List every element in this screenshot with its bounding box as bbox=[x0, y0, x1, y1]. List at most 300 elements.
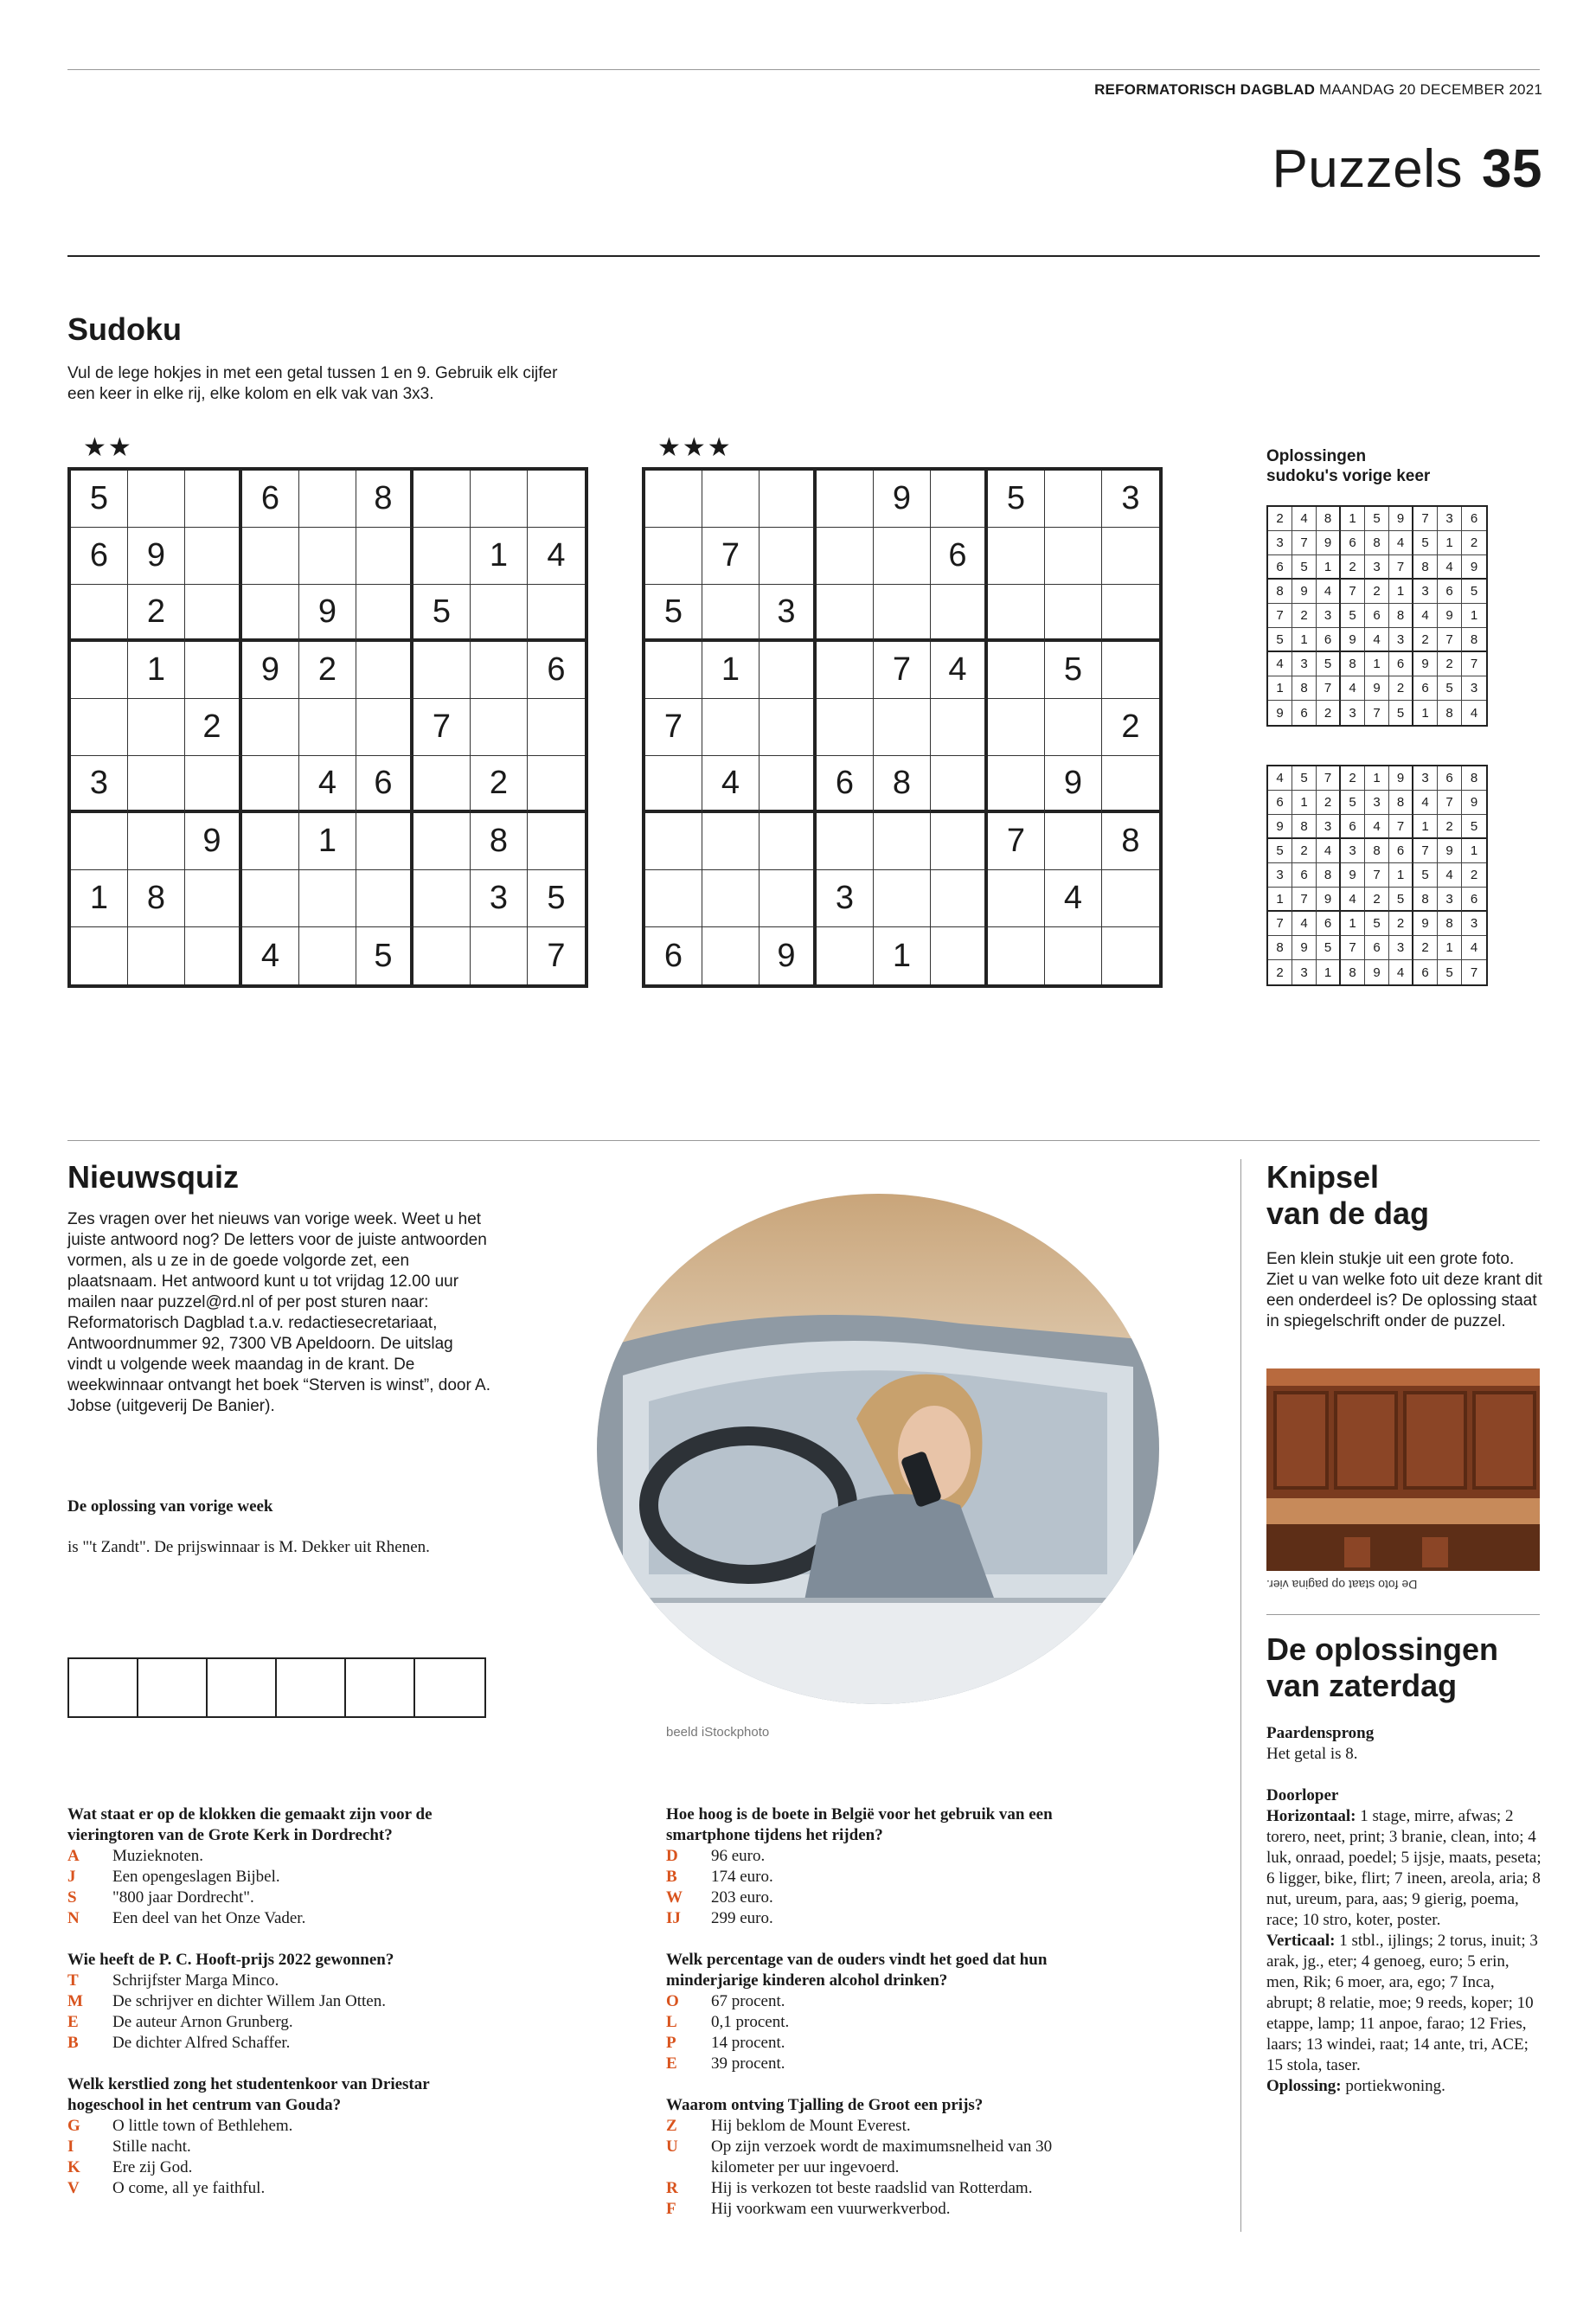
answer-option[interactable] bbox=[67, 2033, 500, 2054]
sudoku-cell[interactable] bbox=[356, 813, 413, 870]
solution-cell: 9 bbox=[1462, 791, 1486, 815]
sudoku-cell[interactable] bbox=[817, 528, 874, 585]
answer-option[interactable] bbox=[666, 2199, 1116, 2220]
oplossing-label: Oplossing: bbox=[1266, 2077, 1342, 2095]
solution-cell: 9 bbox=[1365, 676, 1389, 701]
sudoku-cell: 2 bbox=[1102, 699, 1159, 756]
sudoku-cell[interactable] bbox=[931, 471, 988, 528]
answer-box[interactable] bbox=[346, 1659, 415, 1716]
sudoku-cell[interactable] bbox=[471, 585, 528, 642]
sudoku-cell[interactable] bbox=[931, 813, 988, 870]
option-text: 203 euro. bbox=[711, 1888, 773, 1907]
sudoku-cell[interactable] bbox=[528, 585, 585, 642]
solution-cell: 8 bbox=[1292, 676, 1317, 701]
solution-cell: 4 bbox=[1292, 912, 1317, 936]
oplossing-block bbox=[1266, 2076, 1543, 2097]
sudoku-cell[interactable] bbox=[988, 756, 1045, 813]
option-letter: B bbox=[67, 2034, 79, 2052]
sudoku-cell[interactable] bbox=[1045, 699, 1102, 756]
sudoku-cell[interactable] bbox=[471, 927, 528, 984]
sudoku-cell[interactable] bbox=[760, 528, 817, 585]
solution-cell: 5 bbox=[1462, 815, 1486, 839]
solution-cell: 5 bbox=[1268, 628, 1292, 652]
sudoku-cell: 1 bbox=[71, 870, 128, 927]
photo-credit: beeld iStockphoto bbox=[666, 1725, 770, 1740]
option-text: O come, all ye faithful. bbox=[112, 2179, 266, 2197]
sudoku-cell[interactable] bbox=[645, 642, 702, 699]
answer-option[interactable] bbox=[666, 1991, 1116, 2012]
horizontaal-label: Horizontaal: bbox=[1266, 1807, 1356, 1825]
verticaal-text: 1 stbl., ijlings; 2 torus, inuit; 3 arak, jg., eter; 4 genoeg, euro; 5 erin, men, Rik; 6 moer, ara, ego; 7 Inca, abrupt; 8 relatie, moe; 9 reeds, koper; 10 etappe, lamp; 11 anpoe, farao; 12 Fries, laars; 13 windei, raat; 14 ante, tri, ACE; 15 stola, taser. bbox=[1266, 1932, 1538, 2074]
sudoku-cell[interactable] bbox=[1102, 642, 1159, 699]
sudoku-cell[interactable] bbox=[874, 870, 931, 927]
sudoku-cell[interactable] bbox=[988, 870, 1045, 927]
quiz-question bbox=[67, 2074, 500, 2199]
option-text: 174 euro. bbox=[711, 1868, 773, 1886]
solution-cell: 4 bbox=[1413, 604, 1438, 628]
sudoku-cell[interactable] bbox=[1102, 528, 1159, 585]
answer-option[interactable] bbox=[67, 1991, 500, 2012]
right-rule bbox=[1266, 1614, 1540, 1615]
solution-cell: 5 bbox=[1365, 912, 1389, 936]
answer-option[interactable] bbox=[67, 1867, 500, 1888]
solution-cell: 2 bbox=[1341, 555, 1365, 580]
answer-boxes[interactable] bbox=[67, 1657, 486, 1718]
issue-date: MAANDAG 20 DECEMBER 2021 bbox=[1319, 81, 1542, 98]
sudoku-cell[interactable] bbox=[185, 528, 242, 585]
question-text: Welk kerstlied zong het studentenkoor van Driestar hogeschool in het centrum van Gouda? bbox=[67, 2075, 430, 2114]
sudoku-cell[interactable] bbox=[1045, 585, 1102, 642]
column-divider bbox=[1240, 1159, 1241, 2232]
sudoku-cell[interactable] bbox=[1102, 870, 1159, 927]
answer-option[interactable] bbox=[666, 2012, 1116, 2033]
sudoku-cell[interactable] bbox=[356, 699, 413, 756]
sudoku-cell[interactable] bbox=[645, 756, 702, 813]
sudoku-cell[interactable] bbox=[471, 699, 528, 756]
sudoku-cell[interactable] bbox=[356, 528, 413, 585]
solution-cell: 9 bbox=[1292, 936, 1317, 960]
quiz-title: Nieuwsquiz bbox=[67, 1159, 240, 1195]
solution-cell: 7 bbox=[1341, 936, 1365, 960]
answer-option[interactable] bbox=[67, 2116, 500, 2137]
solution-cell: 5 bbox=[1317, 652, 1341, 676]
sudoku-cell[interactable] bbox=[299, 528, 356, 585]
sudoku-cell[interactable] bbox=[1102, 585, 1159, 642]
header-rule bbox=[67, 255, 1540, 257]
sudoku-cell[interactable] bbox=[356, 642, 413, 699]
solution-cell: 4 bbox=[1470, 705, 1478, 721]
answer-option[interactable] bbox=[666, 2033, 1116, 2054]
sudoku-cell[interactable] bbox=[645, 528, 702, 585]
answer-option[interactable] bbox=[666, 2178, 1116, 2199]
sudoku-cell[interactable] bbox=[988, 585, 1045, 642]
solutions-saturday-title bbox=[1266, 1631, 1498, 1704]
sudoku-cell[interactable] bbox=[988, 927, 1045, 984]
sudoku-cell[interactable] bbox=[299, 870, 356, 927]
sudoku-cell[interactable] bbox=[128, 927, 185, 984]
sudoku-cell[interactable] bbox=[185, 585, 242, 642]
sudoku-cell[interactable] bbox=[817, 927, 874, 984]
question-text: Hoe hoog is de boete in België voor het gebruik van een smartphone tijdens het rijden? bbox=[666, 1805, 1053, 1844]
sudoku-cell[interactable] bbox=[242, 813, 299, 870]
option-letter: P bbox=[666, 2034, 676, 2052]
sudoku-cell[interactable] bbox=[874, 585, 931, 642]
sudoku-cell[interactable] bbox=[71, 585, 128, 642]
page-number: 35 bbox=[1482, 139, 1542, 199]
answer-option[interactable] bbox=[67, 1971, 500, 1991]
sudoku-cell[interactable] bbox=[413, 927, 471, 984]
sudoku-cell[interactable] bbox=[645, 813, 702, 870]
solution-cell: 3 bbox=[1462, 912, 1486, 936]
quiz-intro: Zes vragen over het nieuws van vorige week. Weet u het juiste antwoord nog? De letters voor de juiste antwoorden vormen, als u ze in de goede volgorde zet, een plaatsnaam. Het antwoord kunt u tot vrijdag 12.00 uur mailen naar puzzel@rd.nl of per post sturen naar: Reformatorisch Dagblad t.a.v. redactiesecretariaat, Antwoordnummer 92, 7300 VB Apeldoorn. De uitslag vindt u volgende week maandag in de krant. De weekwinnaar ontvangt het boek “Sterven is winst”, door A. Jobse (uitgeverij De Banier). bbox=[67, 1210, 490, 1415]
answer-option[interactable] bbox=[67, 1846, 500, 1867]
sudoku-cell[interactable] bbox=[1045, 528, 1102, 585]
sudoku-cell[interactable] bbox=[185, 927, 242, 984]
knipsel-title-line2: van de dag bbox=[1266, 1195, 1430, 1231]
sudoku-cell[interactable] bbox=[185, 471, 242, 528]
sudoku-cell[interactable] bbox=[413, 471, 471, 528]
sudoku-cell: 6 bbox=[645, 927, 702, 984]
sudoku-cell[interactable] bbox=[299, 927, 356, 984]
sudoku-cell: 7 bbox=[874, 642, 931, 699]
sudoku-cell[interactable] bbox=[817, 585, 874, 642]
solution-cell: 5 bbox=[1413, 531, 1438, 555]
solution-cell: 6 bbox=[1365, 936, 1389, 960]
sudoku-cell[interactable] bbox=[702, 471, 760, 528]
option-letter: J bbox=[67, 1868, 76, 1886]
solution-cell: 8 bbox=[1341, 652, 1365, 676]
sudoku-cell[interactable] bbox=[874, 813, 931, 870]
solution-cell: 9 bbox=[1268, 701, 1292, 725]
solution-cell: 6 bbox=[1462, 507, 1486, 531]
solution-cell: 5 bbox=[1438, 960, 1462, 984]
sudoku-cell[interactable] bbox=[242, 756, 299, 813]
solution-cell: 7 bbox=[1365, 863, 1389, 888]
sudoku-cell[interactable] bbox=[471, 642, 528, 699]
sudoku-cell[interactable] bbox=[71, 927, 128, 984]
solution-cell: 7 bbox=[1389, 555, 1413, 580]
solution-cell: 8 bbox=[1462, 766, 1486, 791]
option-text: "800 jaar Dordrecht". bbox=[112, 1888, 254, 1907]
sudoku-cell[interactable] bbox=[1045, 813, 1102, 870]
sudoku-cell[interactable] bbox=[128, 756, 185, 813]
sudoku-cell[interactable] bbox=[528, 756, 585, 813]
sudoku-cell[interactable] bbox=[242, 585, 299, 642]
option-letter: L bbox=[666, 2013, 677, 2031]
solution-cell: 4 bbox=[1413, 791, 1438, 815]
solution-cell: 6 bbox=[1413, 676, 1438, 701]
option-letter: G bbox=[67, 2117, 80, 2135]
paardensprong-title: Paardensprong bbox=[1266, 1724, 1375, 1742]
solution-cell: 8 bbox=[1389, 604, 1413, 628]
sudoku-cell[interactable] bbox=[817, 642, 874, 699]
sudoku-cell[interactable] bbox=[413, 756, 471, 813]
answer-option[interactable] bbox=[666, 2116, 1116, 2137]
solution-cell: 4 bbox=[1341, 888, 1365, 912]
solution-cell: 3 bbox=[1438, 507, 1462, 531]
answer-option[interactable] bbox=[666, 1867, 1116, 1888]
solution-cell: 4 bbox=[1438, 863, 1462, 888]
option-letter: V bbox=[67, 2179, 80, 2197]
answer-option[interactable] bbox=[67, 1908, 500, 1929]
option-letter: K bbox=[67, 2158, 80, 2176]
sudoku-cell: 4 bbox=[1045, 870, 1102, 927]
solution-cell: 7 bbox=[1292, 888, 1317, 912]
prev-solution-text: is "'t Zandt". De prijswinnaar is M. Dekker uit Rhenen. bbox=[67, 1538, 430, 1556]
solution-grid-1 bbox=[1266, 505, 1488, 727]
solution-cell: 2 bbox=[1268, 960, 1292, 984]
sudoku-cell[interactable] bbox=[931, 756, 988, 813]
solution-cell: 1 bbox=[1413, 701, 1438, 725]
sudoku-cell[interactable] bbox=[128, 699, 185, 756]
solution-cell: 1 bbox=[1413, 815, 1438, 839]
sudoku-cell: 6 bbox=[931, 528, 988, 585]
solution-grid-2 bbox=[1266, 765, 1488, 986]
sudoku-cell[interactable] bbox=[645, 471, 702, 528]
solution-cell: 1 bbox=[1317, 960, 1341, 984]
solution-cell: 1 bbox=[1292, 791, 1317, 815]
wooden-panel-image bbox=[1266, 1368, 1540, 1571]
answer-option[interactable] bbox=[666, 2054, 1116, 2074]
question-text: Wat staat er op de klokken die gemaakt zijn voor de vieringtoren van de Grote Kerk in Dordrecht? bbox=[67, 1805, 433, 1844]
sudoku-cell[interactable] bbox=[185, 642, 242, 699]
sudoku-cell[interactable] bbox=[931, 927, 988, 984]
section-name: Puzzels bbox=[1272, 139, 1464, 199]
sudoku-cell[interactable] bbox=[988, 699, 1045, 756]
option-text: De schrijver en dichter Willem Jan Otten. bbox=[112, 1992, 386, 2010]
page-title bbox=[1272, 138, 1542, 200]
answer-option[interactable] bbox=[67, 2012, 500, 2033]
sudoku-cell: 5 bbox=[645, 585, 702, 642]
solution-cell: 3 bbox=[1341, 701, 1365, 725]
sudoku-grid-2[interactable] bbox=[642, 467, 1163, 988]
sudoku-cell[interactable] bbox=[528, 813, 585, 870]
answer-box[interactable] bbox=[69, 1659, 138, 1716]
doorloper-title: Doorloper bbox=[1266, 1786, 1339, 1804]
questions-left bbox=[67, 1804, 500, 2220]
solution-cell: 1 bbox=[1292, 628, 1317, 652]
solution-cell: 5 bbox=[1389, 701, 1413, 725]
sudoku-cell[interactable] bbox=[760, 870, 817, 927]
option-letter: O bbox=[666, 1992, 679, 2010]
knipsel-answer-mirrored bbox=[1266, 1578, 1417, 1593]
option-letter: T bbox=[67, 1971, 79, 1990]
solution-cell: 3 bbox=[1268, 531, 1292, 555]
sudoku-cell[interactable] bbox=[413, 870, 471, 927]
answer-box[interactable] bbox=[277, 1659, 346, 1716]
sudoku-cell: 3 bbox=[471, 870, 528, 927]
sudoku-cell[interactable] bbox=[299, 699, 356, 756]
solution-cell: 8 bbox=[1317, 863, 1341, 888]
solution-cell: 3 bbox=[1389, 936, 1413, 960]
sudoku-cell[interactable] bbox=[299, 471, 356, 528]
sudoku-cell[interactable] bbox=[817, 471, 874, 528]
solution-cell: 9 bbox=[1268, 815, 1292, 839]
sudoku-cell[interactable] bbox=[1045, 927, 1102, 984]
sudoku-cell[interactable] bbox=[128, 471, 185, 528]
sudoku-cell[interactable] bbox=[413, 642, 471, 699]
verticaal-label: Verticaal: bbox=[1266, 1932, 1336, 1950]
solution-cell: 9 bbox=[1341, 863, 1365, 888]
sudoku-cell[interactable] bbox=[931, 585, 988, 642]
sudoku-cell[interactable] bbox=[931, 870, 988, 927]
solution-cell: 6 bbox=[1438, 766, 1462, 791]
solution-cell: 5 bbox=[1365, 507, 1389, 531]
sudoku-cell[interactable] bbox=[1102, 927, 1159, 984]
answer-option[interactable] bbox=[67, 2137, 500, 2157]
solution-cell: 6 bbox=[1462, 888, 1486, 912]
solution-cell: 9 bbox=[1292, 580, 1317, 604]
sudoku-cell[interactable] bbox=[702, 699, 760, 756]
solution-cell: 6 bbox=[1341, 815, 1365, 839]
sudoku-cell[interactable] bbox=[185, 870, 242, 927]
solution-cell: 2 bbox=[1317, 791, 1341, 815]
paardensprong-text: Het getal is 8. bbox=[1266, 1745, 1358, 1763]
sudoku-cell[interactable] bbox=[128, 813, 185, 870]
sudoku-cell[interactable] bbox=[702, 585, 760, 642]
solution-cell: 2 bbox=[1413, 628, 1438, 652]
sudoku-cell[interactable] bbox=[817, 813, 874, 870]
knipsel-photo bbox=[1266, 1368, 1540, 1571]
sudoku-cell: 9 bbox=[128, 528, 185, 585]
solution-cell: 7 bbox=[1389, 815, 1413, 839]
answer-option[interactable] bbox=[666, 1908, 1116, 1929]
sudoku-cell[interactable] bbox=[413, 528, 471, 585]
sudoku-cell[interactable] bbox=[702, 813, 760, 870]
sudoku-cell[interactable] bbox=[931, 699, 988, 756]
sudoku-title: Sudoku bbox=[67, 311, 182, 347]
sudoku-cell[interactable] bbox=[242, 870, 299, 927]
sudoku-cell[interactable] bbox=[242, 699, 299, 756]
option-text: Een opengeslagen Bijbel. bbox=[112, 1868, 280, 1886]
answer-box[interactable] bbox=[415, 1659, 484, 1716]
solution-cell: 8 bbox=[1268, 580, 1292, 604]
sudoku-cell[interactable] bbox=[185, 756, 242, 813]
solution-cell: 9 bbox=[1462, 555, 1486, 580]
solution-cell: 2 bbox=[1292, 604, 1317, 628]
answer-option[interactable] bbox=[666, 1846, 1116, 1867]
sudoku-cell[interactable] bbox=[1045, 471, 1102, 528]
sudoku-cell[interactable] bbox=[645, 870, 702, 927]
solution-cell: 3 bbox=[1317, 815, 1341, 839]
masthead bbox=[1094, 81, 1542, 99]
solution-cell: 9 bbox=[1317, 888, 1341, 912]
answer-option[interactable] bbox=[67, 1888, 500, 1908]
answer-option[interactable] bbox=[67, 2178, 500, 2199]
sudoku-cell[interactable] bbox=[760, 813, 817, 870]
sudoku-cell[interactable] bbox=[874, 528, 931, 585]
answer-option[interactable] bbox=[67, 2157, 500, 2178]
sudoku-cell: 4 bbox=[528, 528, 585, 585]
solution-cell: 1 bbox=[1341, 507, 1365, 531]
sudoku-cell[interactable] bbox=[988, 528, 1045, 585]
sudoku-cell[interactable] bbox=[817, 699, 874, 756]
sudoku-grid-1[interactable] bbox=[67, 467, 588, 988]
sudoku-cell: 2 bbox=[128, 585, 185, 642]
answer-box[interactable] bbox=[208, 1659, 277, 1716]
solution-cell: 4 bbox=[1292, 507, 1317, 531]
solution-cell: 2 bbox=[1341, 766, 1365, 791]
answer-option[interactable] bbox=[666, 1888, 1116, 1908]
solution-cell: 1 bbox=[1389, 580, 1413, 604]
sudoku-cell[interactable] bbox=[71, 813, 128, 870]
sudoku-cell[interactable] bbox=[874, 699, 931, 756]
sudoku-cell[interactable] bbox=[760, 642, 817, 699]
sudoku-cell: 4 bbox=[931, 642, 988, 699]
option-text: Ere zij God. bbox=[112, 2158, 193, 2176]
sudoku-cell[interactable] bbox=[471, 471, 528, 528]
sudoku-cell[interactable] bbox=[413, 813, 471, 870]
option-letter: E bbox=[666, 2054, 677, 2073]
solution-cell: 2 bbox=[1292, 839, 1317, 863]
solution-cell: 4 bbox=[1317, 580, 1341, 604]
sudoku-cell[interactable] bbox=[702, 870, 760, 927]
sudoku-cell[interactable] bbox=[242, 528, 299, 585]
sudoku-cell[interactable] bbox=[356, 585, 413, 642]
solution-cell: 6 bbox=[1292, 863, 1317, 888]
option-text: Hij voorkwam een vuurwerkverbod. bbox=[711, 2200, 951, 2218]
quiz-question bbox=[666, 2095, 1116, 2220]
mirror-text: De foto staat op pagina vier. bbox=[1266, 1578, 1418, 1592]
answer-box[interactable] bbox=[138, 1659, 208, 1716]
solution-cell: 6 bbox=[1268, 555, 1292, 580]
sudoku-cell[interactable] bbox=[71, 642, 128, 699]
solution-cell: 8 bbox=[1462, 628, 1486, 652]
solution-cell: 6 bbox=[1413, 960, 1438, 984]
sudoku-cell[interactable] bbox=[71, 699, 128, 756]
answer-option[interactable] bbox=[666, 2137, 1116, 2178]
solution-cell: 2 bbox=[1462, 863, 1486, 888]
sudoku-cell: 5 bbox=[71, 471, 128, 528]
sudoku-cell[interactable] bbox=[760, 471, 817, 528]
sudoku-cell: 9 bbox=[242, 642, 299, 699]
solution-cell: 6 bbox=[1389, 839, 1413, 863]
solution-cell: 4 bbox=[1268, 652, 1292, 676]
solution-cell: 3 bbox=[1292, 960, 1317, 984]
solution-cell: 1 bbox=[1365, 766, 1389, 791]
sudoku-cell[interactable] bbox=[702, 927, 760, 984]
sudoku-cell[interactable] bbox=[988, 642, 1045, 699]
solution-cell: 3 bbox=[1292, 652, 1317, 676]
sudoku-cell: 9 bbox=[185, 813, 242, 870]
sudoku-cell: 4 bbox=[702, 756, 760, 813]
option-text: Hij beklom de Mount Everest. bbox=[711, 2117, 911, 2135]
sudoku-cell[interactable] bbox=[760, 699, 817, 756]
quiz-question bbox=[666, 1950, 1116, 2074]
solution-cell: 5 bbox=[1292, 766, 1317, 791]
sudoku-cell[interactable] bbox=[528, 471, 585, 528]
solution-cell: 7 bbox=[1462, 652, 1486, 676]
sudoku-cell: 1 bbox=[299, 813, 356, 870]
knipsel-title-line1: Knipsel bbox=[1266, 1159, 1380, 1195]
sudoku-cell[interactable] bbox=[1102, 756, 1159, 813]
top-rule bbox=[67, 69, 1540, 70]
solution-cell: 8 bbox=[1438, 701, 1462, 725]
sudoku-cell: 8 bbox=[471, 813, 528, 870]
sudoku-cell[interactable] bbox=[356, 870, 413, 927]
solution-cell: 6 bbox=[1365, 604, 1389, 628]
sudoku-cell: 9 bbox=[760, 927, 817, 984]
solution-cell: 4 bbox=[1438, 555, 1462, 580]
sudoku-cell: 3 bbox=[1102, 471, 1159, 528]
solution-cell: 4 bbox=[1389, 531, 1413, 555]
solution-cell: 1 bbox=[1438, 936, 1462, 960]
solution-cell: 7 bbox=[1413, 839, 1438, 863]
sudoku-cell[interactable] bbox=[760, 756, 817, 813]
sudoku-cell[interactable] bbox=[528, 699, 585, 756]
solution-cell: 9 bbox=[1341, 628, 1365, 652]
difficulty-stars-2: ★★ bbox=[83, 433, 133, 462]
